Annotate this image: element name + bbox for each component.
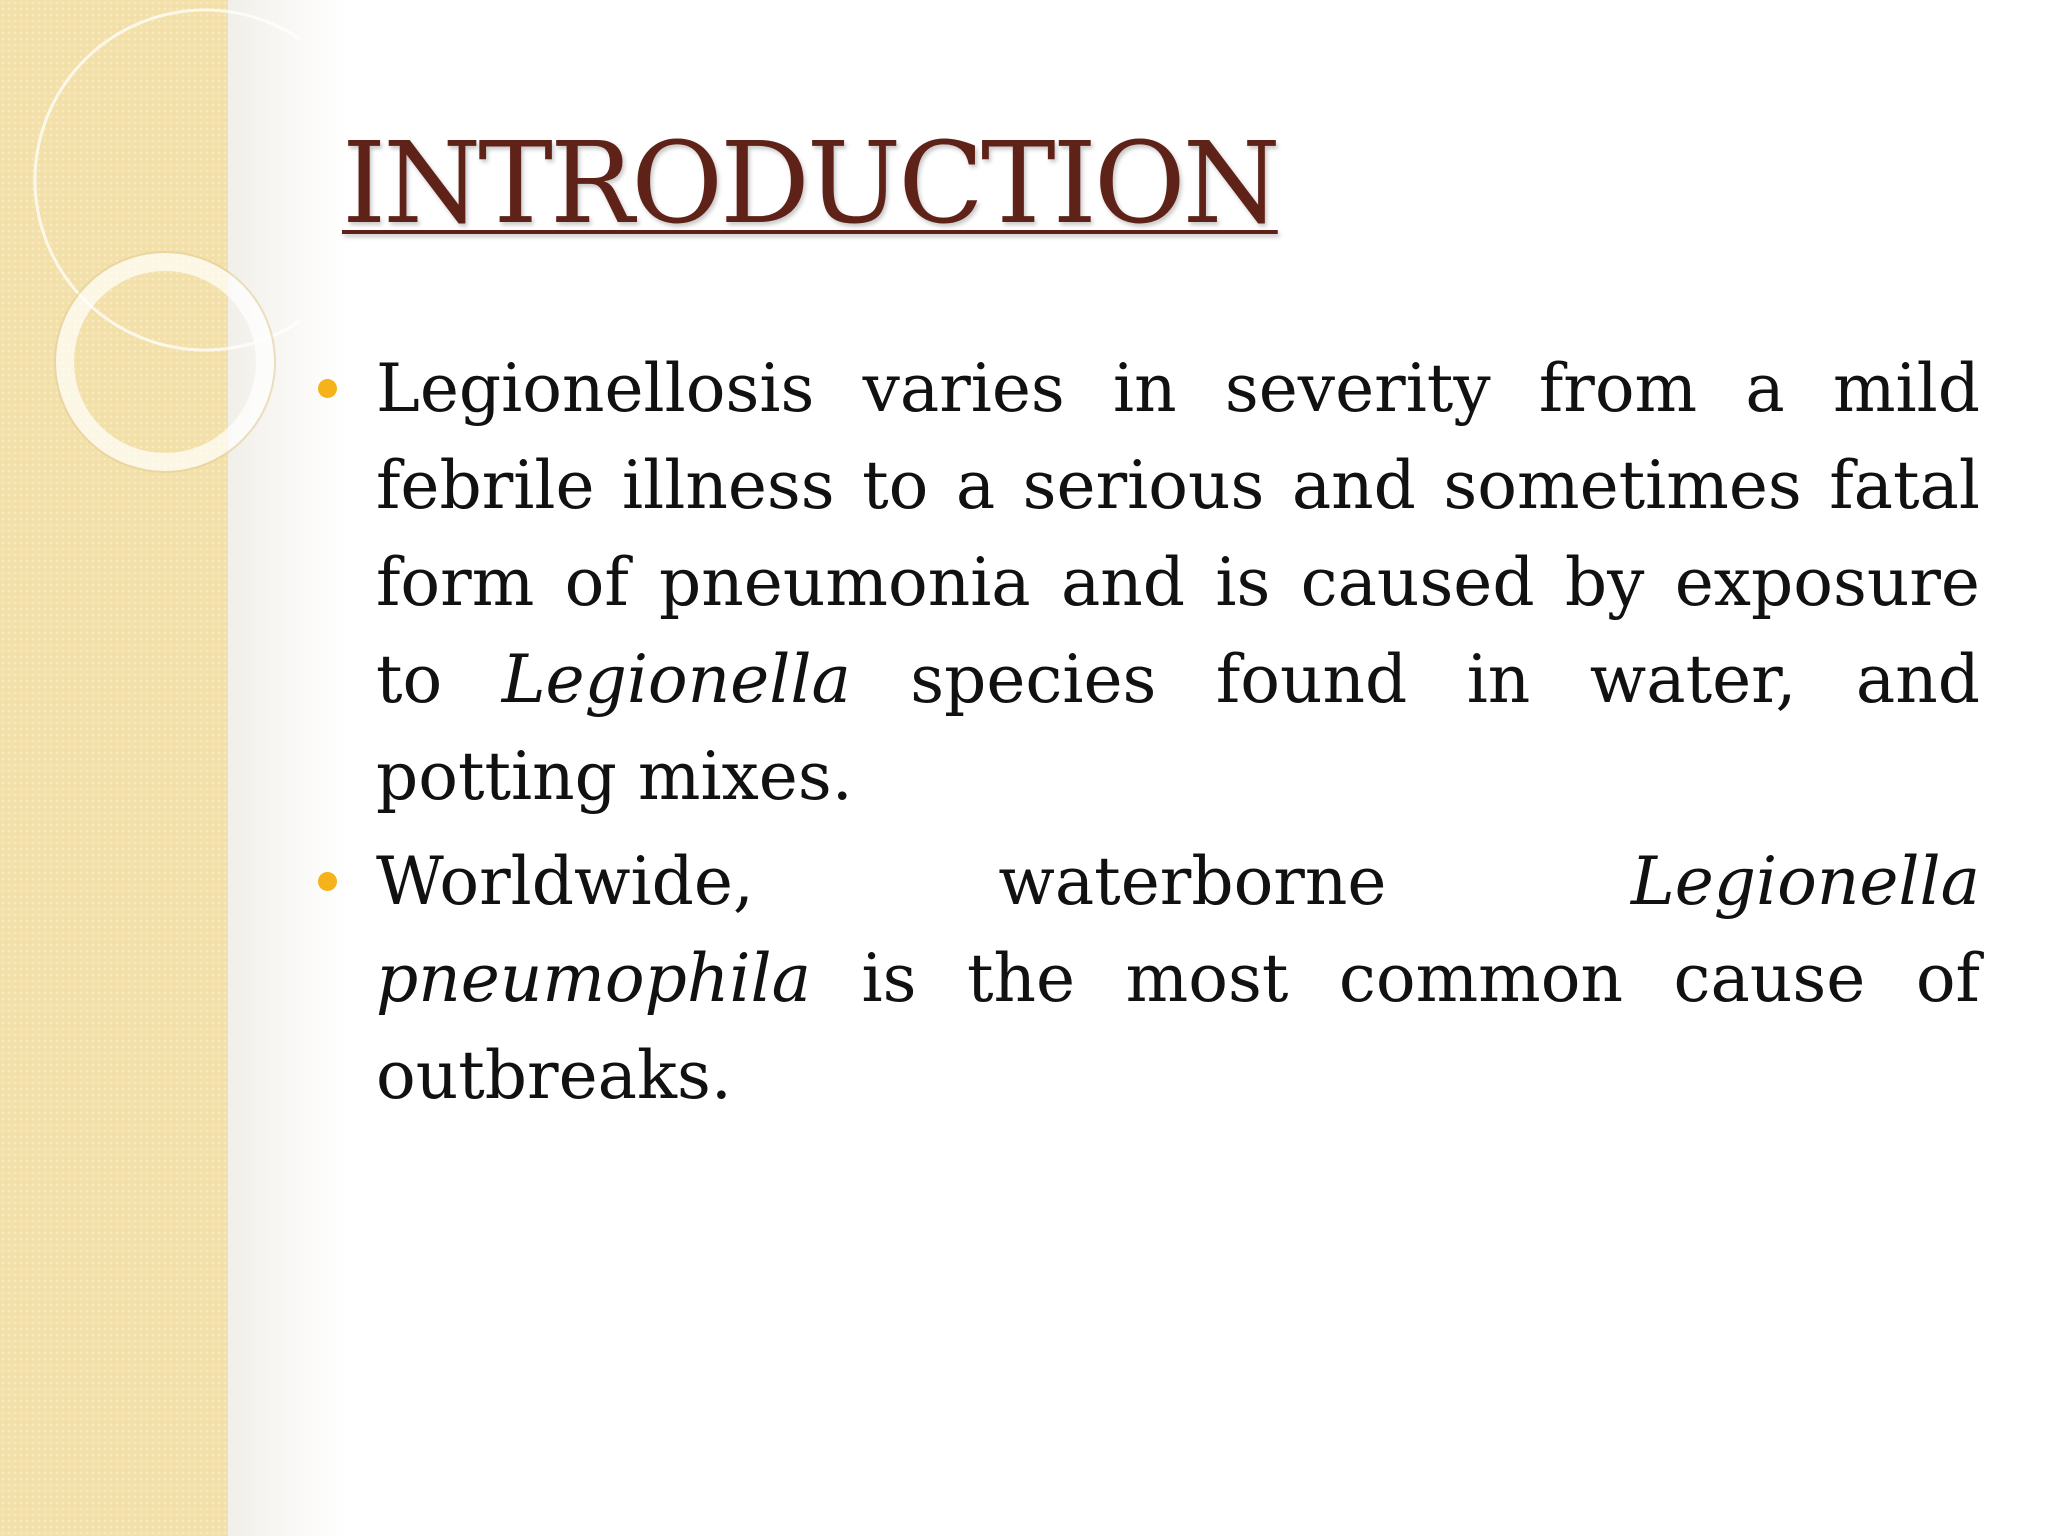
bullet-text-segment: Worldwide, waterborne [376, 843, 1631, 920]
bullet-text-segment: Legionellosis varies in severity from a mild febrile illness to a serious and sometimes fatal form of pneumonia and is caused by exposure to [376, 350, 1980, 718]
small-ring [65, 262, 265, 462]
bullet-item [308, 833, 1980, 1124]
bullet-text-segment: is the most common cause of outbreaks. [376, 940, 1980, 1114]
bullet-dot-icon [318, 872, 337, 891]
decorative-rings [0, 0, 300, 520]
bullet-text-italic-species: Legionella pneumophila [376, 843, 1980, 1017]
bullet-list [308, 340, 1980, 1132]
bullet-text-segment: species found in water, and potting mixes. [376, 641, 1980, 815]
bullet-text-italic-species: Legionella [501, 641, 851, 718]
slide-title: INTRODUCTION [342, 119, 1278, 249]
bullet-item [308, 340, 1980, 825]
bullet-dot-icon [318, 379, 337, 398]
